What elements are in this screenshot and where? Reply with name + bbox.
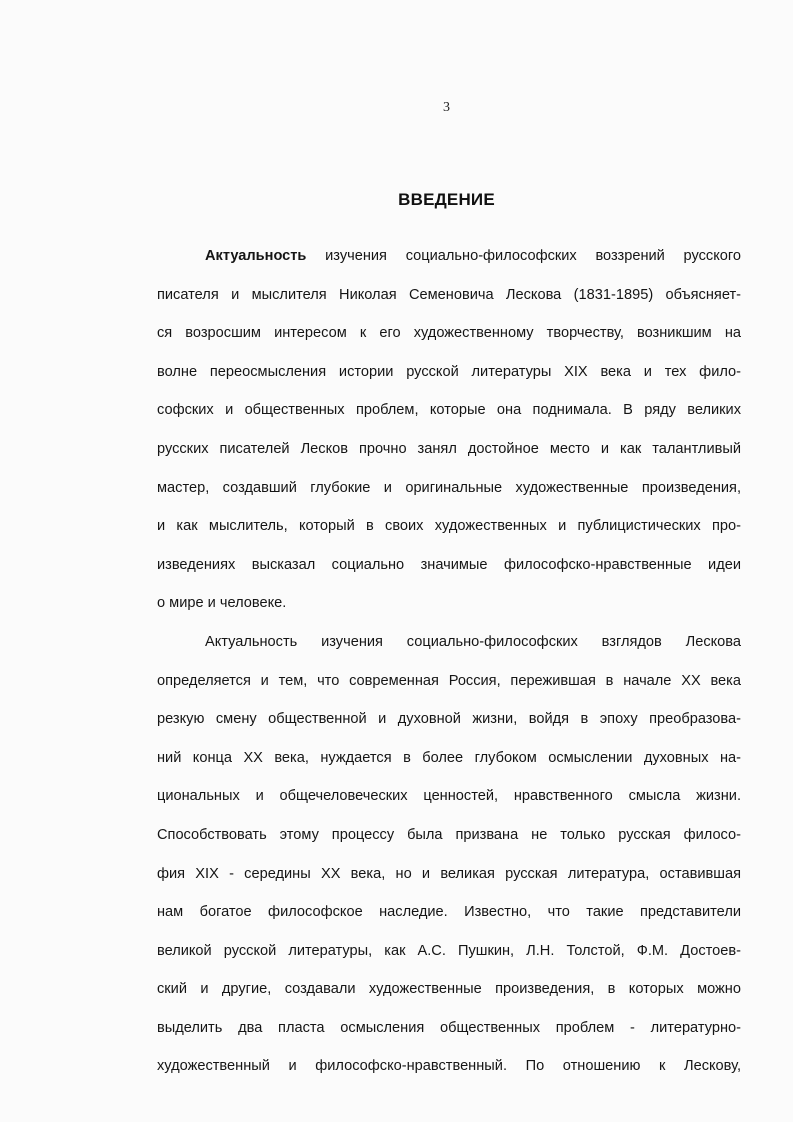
- paragraph-1: [157, 237, 741, 623]
- paragraph-line: фия XIX - середины XX века, но и великая русская литература, оставившая: [157, 865, 741, 882]
- bold-lead: Актуальность: [205, 248, 307, 264]
- paragraph-line: изведениях высказал социально значимые философско-нравственные идеи: [157, 556, 741, 573]
- paragraph-line: волне переосмысления истории русской литературы XIX века и тех фило-: [157, 363, 741, 380]
- paragraph-line: определяется и тем, что современная Россия, пережившая в начале XX века: [157, 672, 741, 689]
- paragraph-line: писателя и мыслителя Николая Семеновича Лескова (1831-1895) объясняет-: [157, 286, 741, 303]
- paragraph-line: Актуальность изучения социально-философских воззрений русского: [205, 248, 741, 264]
- paragraph-line: о мире и человеке.: [157, 595, 287, 612]
- paragraph-line: ский и другие, создавали художественные произведения, в которых можно: [157, 981, 741, 998]
- page-number: 3: [443, 100, 450, 115]
- paragraph-line: резкую смену общественной и духовной жизни, войдя в эпоху преобразова-: [157, 711, 741, 728]
- paragraph-line: Актуальность изучения социально-философских взглядов Лескова: [205, 633, 741, 650]
- paragraph-2: [157, 623, 741, 1086]
- paragraph-line: ся возросшим интересом к его художественному творчеству, возникшим на: [157, 325, 741, 342]
- paragraph-line: Способствовать этому процессу была призвана не только русская филосо-: [157, 826, 741, 843]
- paragraph-line: выделить два пласта осмысления общественных проблем - литературно-: [157, 1019, 741, 1036]
- section-heading: ВВЕДЕНИЕ: [398, 190, 495, 209]
- paragraph-line: циональных и общечеловеческих ценностей, нравственного смысла жизни.: [157, 788, 741, 805]
- body-text: [157, 237, 741, 1086]
- paragraph-line: великой русской литературы, как А.С. Пушкин, Л.Н. Толстой, Ф.М. Достоев-: [157, 942, 741, 959]
- paragraph-line: нам богатое философское наследие. Известно, что такие представители: [157, 904, 741, 921]
- paragraph-line: мастер, создавший глубокие и оригинальные художественные произведения,: [157, 479, 741, 496]
- paragraph-line: ний конца XX века, нуждается в более глубоком осмыслении духовных на-: [157, 749, 741, 766]
- paragraph-line: русских писателей Лесков прочно занял достойное место и как талантливый: [157, 440, 741, 457]
- paragraph-line: художественный и философско-нравственный. По отношению к Лескову,: [157, 1058, 741, 1075]
- paragraph-line: софских и общественных проблем, которые она поднимала. В ряду великих: [157, 402, 741, 419]
- paragraph-line: и как мыслитель, который в своих художественных и публицистических про-: [157, 518, 741, 535]
